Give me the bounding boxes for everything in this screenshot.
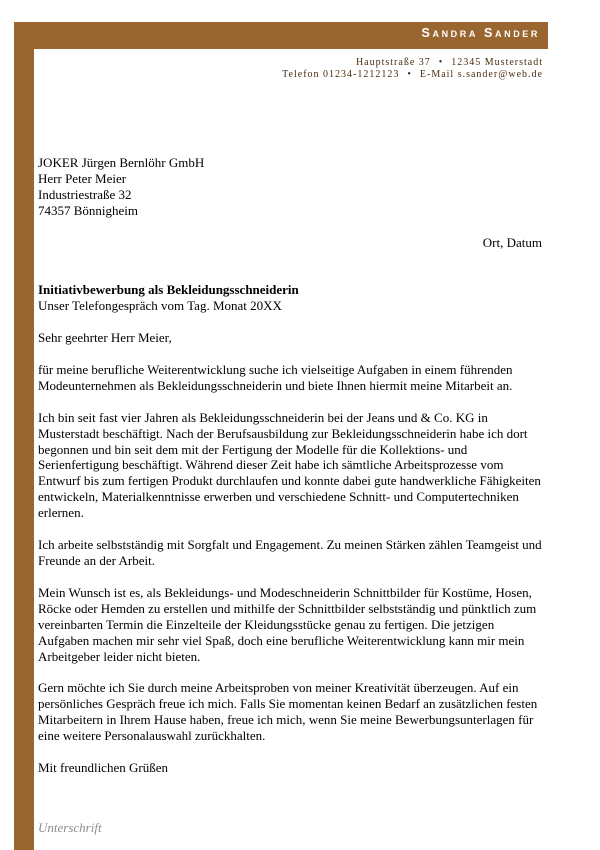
sender-contact-line: [282, 69, 543, 80]
body-paragraph: Ich arbeite selbstständig mit Sorgfalt und Engagement. Zu meinen Stärken zählen Teamgeist und Freunde an der Arbeit.: [38, 537, 542, 568]
body-paragraph: Gern möchte ich Sie durch meine Arbeitsproben von meiner Kreativität überzeugen. Auf ein persönliches Gespräch freue ich mich. Falls Sie momentan keinen Bedarf an zusätzlichen festen Mitarbeitern in Ihrem Hause haben, freue ich mich, wenn Sie meine Bewerbungsunterlagen für eine weitere Personalauswahl zurückhalten.: [38, 680, 538, 744]
sender-city: 12345 Musterstadt: [451, 57, 543, 68]
subject-reference: Unser Telefongespräch vom Tag. Monat 20XX: [38, 298, 282, 313]
sender-phone: Telefon 01234-1212123: [282, 69, 400, 80]
closing: Mit freundlichen Grüßen: [38, 760, 168, 776]
sender-street: Hauptstraße 37: [355, 57, 431, 68]
signature-placeholder: Unterschrift: [38, 820, 102, 835]
separator-dot: •: [407, 69, 412, 80]
salutation: Sehr geehrter Herr Meier,: [38, 330, 172, 345]
body-paragraph: für meine berufliche Weiterentwicklung suche ich vielseitige Aufgaben in einem führenden Modeunternehmen als Bekleidungsschneiderin und biete Ihnen hiermit meine Mitarbeit an.: [38, 361, 513, 393]
left-accent-bar: [14, 22, 34, 850]
recipient-person: Herr Peter Meier: [38, 171, 127, 186]
letter-body: [38, 330, 546, 792]
body-paragraph: Mein Wunsch ist es, als Bekleidungs- und Modeschneiderin Schnittbilder für Kostüme, Hosen, Röcke oder Hemden zu erstellen und mithilfe der Schnittbilder selbstständig und pünktlich zum vereinbarten Termin die Einzelteile der Kleidungsstücke genau zu fertigen. Die jetzigen Aufgaben machen mir sehr viel Spaß, doch eine berufliche Weiterentwicklung kann mir mein Arbeitgeber leider nicht bieten.: [38, 584, 537, 664]
body-paragraph: Ich bin seit fast vier Jahren als Bekleidungsschneiderin bei der Jeans und & Co. KG in Musterstadt beschäftigt. Nach der Berufsausbildung zur Bekleidungsschneiderin habe ich dort begonnen und bin seit dem mit der Fertigung der Modelle für die Kollektions- und Serienfertigung beschäftigt. Während dieser Zeit habe ich sämtliche Arbeitsprozesse vom Entwurf bis zum fertigen Produkt durchlaufen und konnte dabei gute handwerkliche Fähigkeiten entwickeln, Materialkenntnisse erwerben und verschiedene Schnitt- und Computertechniken erlernen.: [38, 409, 541, 521]
subject-title: Initiativbewerbung als Bekleidungsschneiderin: [38, 282, 299, 297]
header-band: [14, 22, 548, 49]
recipient-company: JOKER Jürgen Bernlöhr GmbH: [38, 155, 205, 170]
separator-dot: •: [438, 57, 444, 68]
recipient-street: Industriestraße 32: [38, 187, 132, 202]
recipient-city: 74357 Bönnigheim: [38, 203, 139, 218]
sender-address-line: [356, 57, 543, 68]
subject-block: [38, 282, 299, 314]
recipient-address: [38, 155, 204, 219]
place-date: Ort, Datum: [482, 235, 542, 250]
sender-name: Sandra Sander: [421, 26, 540, 40]
sender-email: E-Mail s.sander@web.de: [419, 69, 543, 80]
